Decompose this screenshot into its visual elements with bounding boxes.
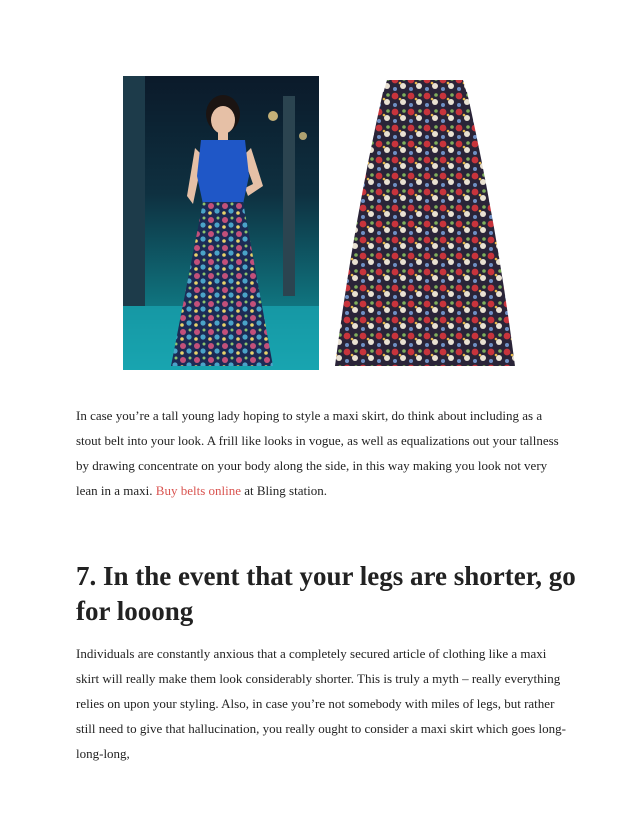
paragraph-text: In case you’re a tall young lady hoping to style a maxi skirt, do think about including as a stout belt into your look. A frill like looks in vogue, as well as equalizations out your tallness by drawing concentrate on your body along the side, in this way making you look not very lean in a maxi. (76, 408, 559, 498)
paragraph-belt-advice (76, 403, 566, 503)
photo-floral-maxi-skirt (327, 76, 523, 370)
image-pair (123, 76, 523, 370)
photo-woman-in-maxi-skirt (123, 76, 319, 370)
paragraph-text-tail: at Bling station. (241, 483, 327, 498)
paragraph-short-legs: Individuals are constantly anxious that a completely secured article of clothing like a maxi skirt will really make them look considerably shorter. This is truly a myth – really everything relies on upon your styling. Also, in case you’re not somebody with miles of legs, but rather still need to give that hallucination, you really ought to consider a maxi skirt which goes long-long-long, (76, 646, 566, 761)
section-heading: 7. In the event that your legs are shorter, go for looong (76, 561, 576, 626)
buy-belts-link[interactable]: Buy belts online (155, 483, 241, 498)
